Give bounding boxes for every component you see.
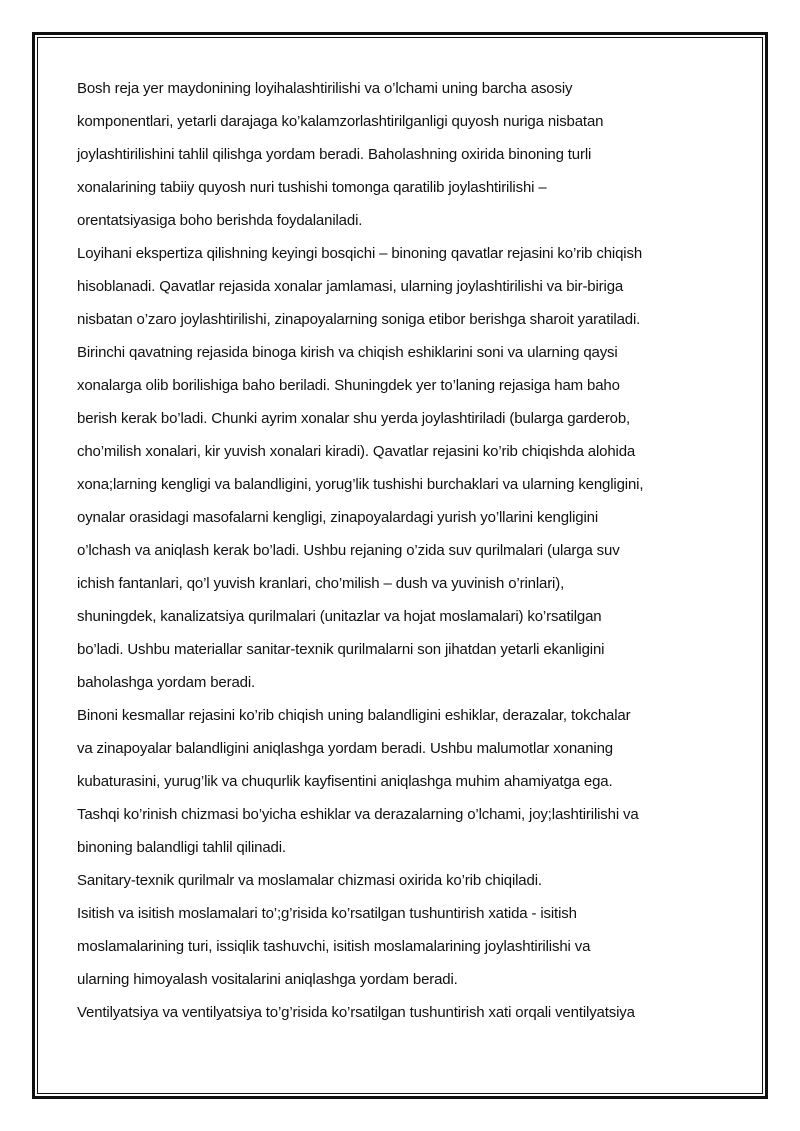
text-line: nisbatan o’zaro joylashtirilishi, zinapoyalarning soniga etibor berishga sharoit yaratiladi. [77, 311, 641, 328]
text-line: berish kerak bo’ladi. Chunki ayrim xonalar shu yerda joylashtiriladi (bularga garderob, [77, 410, 631, 427]
text-line: xona;larning kengligi va balandligini, yorug’lik tushishi burchaklari va ularning kengligini, [77, 476, 644, 493]
text-line: oynalar orasidagi masofalarni kengligi, zinapoyalardagi yurish yo’llarini kengligini [77, 509, 599, 526]
text-line: Bosh reja yer maydonining loyihalashtirilishi va o’lchami uning barcha asosiy [77, 80, 573, 97]
text-line: moslamalarining turi, issiqlik tashuvchi, isitish moslamalarining joylashtirilishi va [77, 938, 591, 955]
text-line: bo’ladi. Ushbu materiallar sanitar-texnik qurilmalarni son jihatdan yetarli ekanligini [77, 641, 605, 658]
text-line: kubaturasini, yurug’lik va chuqurlik kayfisentini aniqlashga muhim ahamiyatga ega. [77, 773, 613, 790]
text-line: komponentlari, yetarli darajaga ko’kalamzorlashtirilganligi quyosh nuriga nisbatan [77, 113, 604, 130]
text-line: binoning balandligi tahlil qilinadi. [77, 839, 286, 856]
text-line: Birinchi qavatning rejasida binoga kirish va chiqish eshiklarini soni va ularning qaysi [77, 344, 618, 361]
text-line: ularning himoyalash vositalarini aniqlashga yordam beradi. [77, 971, 458, 988]
text-line: o’lchash va aniqlash kerak bo’ladi. Ushbu rejaning o’zida suv qurilmalari (ularga suv [77, 542, 620, 559]
text-line: Binoni kesmallar rejasini ko’rib chiqish uning balandligini eshiklar, derazalar, tokchalar [77, 707, 631, 724]
text-line: cho’milish xonalari, kir yuvish xonalari kiradi). Qavatlar rejasini ko’rib chiqishda alohida [77, 443, 636, 460]
text-line: joylashtirilishini tahlil qilishga yordam beradi. Baholashning oxirida binoning turli [77, 146, 592, 163]
text-line: orentatsiyasiga boho berishda foydalaniladi. [77, 212, 363, 229]
document-body [77, 72, 727, 1029]
text-line: Sanitary-texnik qurilmalr va moslamalar chizmasi oxirida ko’rib chiqiladi. [77, 872, 542, 889]
text-line: va zinapoyalar balandligini aniqlashga yordam beradi. Ushbu malumotlar xonaning [77, 740, 613, 757]
text-line: Loyihani ekspertiza qilishning keyingi bosqichi – binoning qavatlar rejasini ko’rib chiqish [77, 245, 643, 262]
text-line: xonalarining tabiiy quyosh nuri tushishi tomonga qaratilib joylashtirilishi – [77, 179, 547, 196]
text-line: xonalarga olib borilishiga baho beriladi. Shuningdek yer to’laning rejasiga ham baho [77, 377, 620, 394]
text-line: Isitish va isitish moslamalari to’;g’risida ko’rsatilgan tushuntirish xatida - isitish [77, 905, 577, 922]
text-line: baholashga yordam beradi. [77, 674, 256, 691]
text-line: Ventilyatsiya va ventilyatsiya to’g’risida ko’rsatilgan tushuntirish xati orqali ventilyatsiya [77, 1004, 635, 1021]
text-line: Tashqi ko’rinish chizmasi bo’yicha eshiklar va derazalarning o’lchami, joy;lashtirilishi va [77, 806, 639, 823]
text-line: ichish fantanlari, qo’l yuvish kranlari, cho’milish – dush va yuvinish o’rinlari), [77, 575, 565, 592]
text-line: hisoblanadi. Qavatlar rejasida xonalar jamlamasi, ularning joylashtirilishi va bir-biriga [77, 278, 624, 295]
text-line: shuningdek, kanalizatsiya qurilmalari (unitazlar va hojat moslamalari) ko’rsatilgan [77, 608, 602, 625]
